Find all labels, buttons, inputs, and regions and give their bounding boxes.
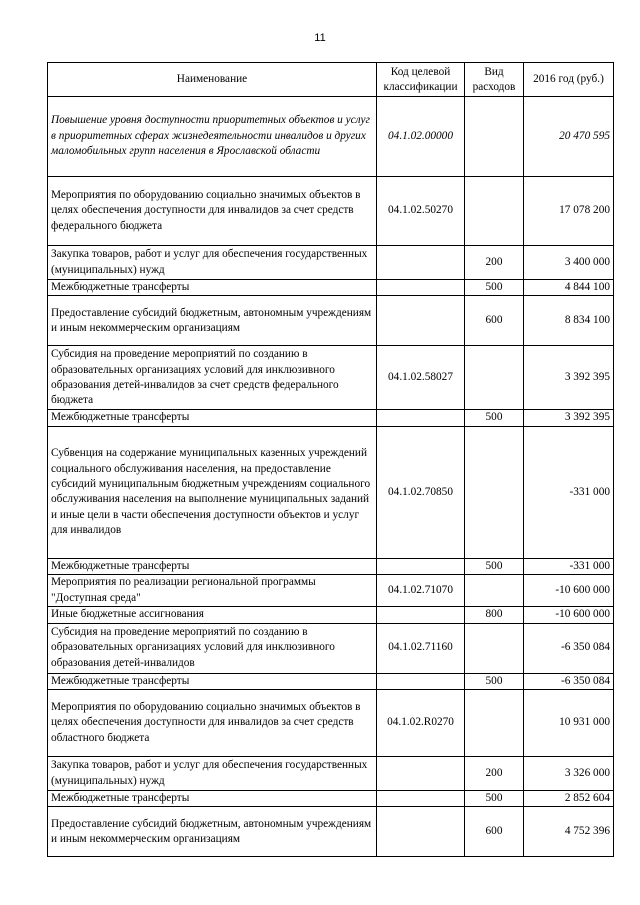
table-row [48,575,614,607]
row-name: Мероприятия по оборудованию социально значимых объектов в целях обеспечения доступности для инвалидов за счет средств федерального бюджета [48,177,377,246]
row-name: Межбюджетные трансферты [48,673,377,689]
row-code: 04.1.02.71070 [377,575,465,607]
header-code: Код целевой классификации [377,63,465,97]
row-sum: 8 834 100 [524,296,614,346]
row-kind: 600 [465,296,524,346]
row-kind [465,623,524,673]
row-name: Межбюджетные трансферты [48,558,377,574]
row-kind [465,346,524,410]
table-row [48,246,614,280]
row-sum: 20 470 595 [524,97,614,177]
row-name: Иные бюджетные ассигнования [48,607,377,623]
row-sum: 4 752 396 [524,807,614,857]
row-sum: 3 392 395 [524,410,614,426]
row-code [377,791,465,807]
row-code [377,280,465,296]
header-sum: 2016 год (руб.) [524,63,614,97]
row-kind: 500 [465,791,524,807]
row-code: 04.1.02.71160 [377,623,465,673]
row-code: 04.1.02.R0270 [377,690,465,757]
row-code [377,296,465,346]
table-row [48,690,614,757]
row-kind [465,690,524,757]
table-row [48,97,614,177]
row-name: Субсидия на проведение мероприятий по созданию в образовательных организациях условий для инклюзивного образования детей-инвалидов [48,623,377,673]
row-sum: 3 326 000 [524,757,614,791]
row-code [377,673,465,689]
row-sum: -10 600 000 [524,607,614,623]
row-code [377,807,465,857]
table-row [48,623,614,673]
row-name: Субвенция на содержание муниципальных казенных учреждений социального обслуживания населения, на предоставление субсидий муниципальным бюджетным учреждениям социального обслуживания населения на выполнение муниципальных заданий и иные цели в части обеспечения доступности объектов и услуг для инвалидов [48,426,377,558]
row-name: Предоставление субсидий бюджетным, автономным учреждениям и иным некоммерческим организациям [48,296,377,346]
page-number: 11 [314,32,326,44]
row-name: Мероприятия по оборудованию социально значимых объектов в целях обеспечения доступности для инвалидов за счет средств областного бюджета [48,690,377,757]
table-row [48,177,614,246]
row-sum: 3 392 395 [524,346,614,410]
row-kind: 500 [465,410,524,426]
table-row [48,280,614,296]
table-row [48,426,614,558]
row-kind: 500 [465,673,524,689]
row-name: Межбюджетные трансферты [48,280,377,296]
row-code [377,757,465,791]
row-sum: -10 600 000 [524,575,614,607]
row-sum: 2 852 604 [524,791,614,807]
row-code: 04.1.02.00000 [377,97,465,177]
row-kind: 200 [465,246,524,280]
row-kind: 200 [465,757,524,791]
table-row [48,607,614,623]
row-kind [465,426,524,558]
table-row [48,296,614,346]
row-code [377,410,465,426]
row-name: Повышение уровня доступности приоритетных объектов и услуг в приоритетных сферах жизнедеятельности инвалидов и других маломобильных групп населения в Ярославской области [48,97,377,177]
table-row [48,558,614,574]
row-name: Закупка товаров, работ и услуг для обеспечения государственных (муниципальных) нужд [48,246,377,280]
row-sum: 3 400 000 [524,246,614,280]
header-name: Наименование [48,63,377,97]
row-name: Межбюджетные трансферты [48,410,377,426]
table-row [48,346,614,410]
row-kind: 500 [465,280,524,296]
table-row [48,410,614,426]
row-kind [465,97,524,177]
row-sum: -6 350 084 [524,673,614,689]
row-name: Субсидия на проведение мероприятий по созданию в образовательных организациях условий для инклюзивного образования детей-инвалидов за счет средств федерального бюджета [48,346,377,410]
budget-table [47,62,614,857]
row-kind [465,575,524,607]
table-header-row [48,63,614,97]
row-code: 04.1.02.50270 [377,177,465,246]
table-row [48,757,614,791]
row-kind: 500 [465,558,524,574]
row-kind: 800 [465,607,524,623]
table-row [48,673,614,689]
row-sum: 17 078 200 [524,177,614,246]
row-sum: 10 931 000 [524,690,614,757]
header-kind: Вид расходов [465,63,524,97]
row-code [377,246,465,280]
row-code [377,558,465,574]
table-row [48,807,614,857]
row-code: 04.1.02.70850 [377,426,465,558]
row-sum: -6 350 084 [524,623,614,673]
row-name: Мероприятия по реализации региональной программы "Доступная среда" [48,575,377,607]
table-row [48,791,614,807]
row-kind: 600 [465,807,524,857]
row-kind [465,177,524,246]
row-sum: -331 000 [524,426,614,558]
row-code [377,607,465,623]
row-name: Предоставление субсидий бюджетным, автономным учреждениям и иным некоммерческим организациям [48,807,377,857]
row-name: Закупка товаров, работ и услуг для обеспечения государственных (муниципальных) нужд [48,757,377,791]
row-name: Межбюджетные трансферты [48,791,377,807]
row-sum: 4 844 100 [524,280,614,296]
row-code: 04.1.02.58027 [377,346,465,410]
row-sum: -331 000 [524,558,614,574]
